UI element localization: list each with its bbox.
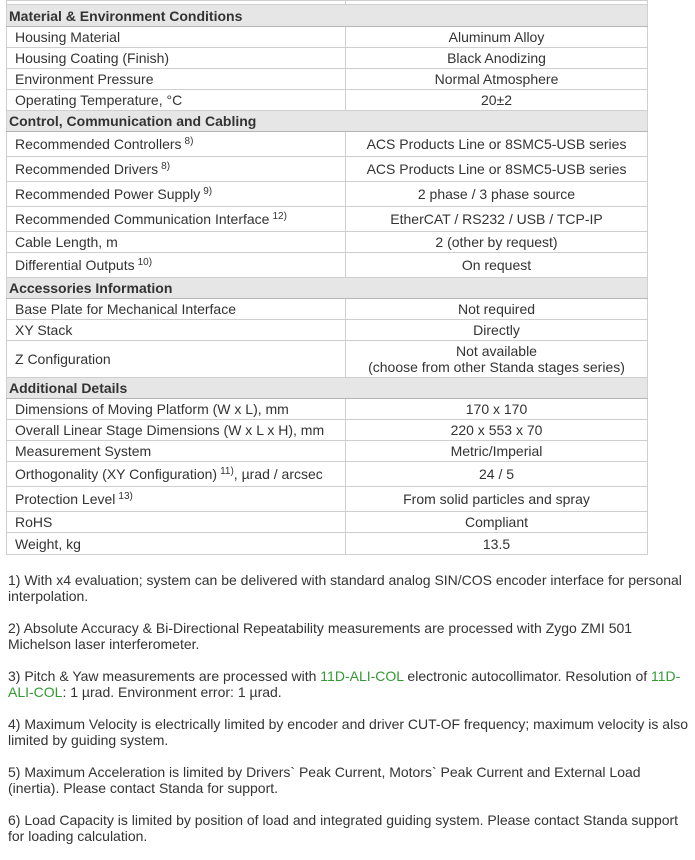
product-link-11d-ali-col[interactable]: 11D-ALI-COL: [8, 668, 681, 700]
footnote-ref: 11): [220, 466, 234, 477]
table-row: [7, 420, 648, 441]
row-value: 220 x 553 x 70: [346, 420, 648, 441]
row-label: Z Configuration: [7, 341, 346, 378]
row-label: Recommended Controllers $^{8)}$: [7, 132, 346, 157]
row-value: [346, 341, 648, 378]
section-header: [7, 5, 648, 27]
table-row: [7, 399, 648, 420]
table-row: [7, 157, 648, 182]
table-row: [7, 48, 648, 69]
row-label: Differential Outputs $^{10)}$: [7, 253, 346, 278]
row-label: Weight, kg: [7, 533, 346, 555]
row-value: Normal Atmosphere: [346, 69, 648, 90]
row-label: Overall Linear Stage Dimensions (W x L x H), mm: [7, 420, 346, 441]
product-link-11d-ali-col[interactable]: 11D-ALI-COL: [320, 668, 404, 684]
row-label: Recommended Drivers $^{8)}$: [7, 157, 346, 182]
row-label: Base Plate for Mechanical Interface: [7, 299, 346, 320]
section-title: Material & Environment Conditions: [7, 5, 648, 27]
row-label: Cable Length, m: [7, 232, 346, 253]
row-label: Environment Pressure: [7, 69, 346, 90]
section-title: Additional Details: [7, 378, 648, 399]
row-value: On request: [346, 253, 648, 278]
table-row: [7, 207, 648, 232]
table-row: [7, 533, 648, 555]
row-label: Recommended Communication Interface $^{12)}$: [7, 207, 346, 232]
footnote: 2) Absolute Accuracy & Bi-Directional Repeatability measurements are processed with Zygo ZMI 501 Michelson laser interferometer.: [8, 620, 633, 652]
table-row: [7, 253, 648, 278]
row-value: 24 / 5: [346, 462, 648, 487]
row-value: 170 x 170: [346, 399, 648, 420]
specifications-table: [6, 0, 648, 555]
table-row: [7, 299, 648, 320]
table-row: [7, 487, 648, 512]
row-label: Dimensions of Moving Platform (W x L), mm: [7, 399, 346, 420]
row-label: Operating Temperature, °C: [7, 90, 346, 111]
section-header: [7, 278, 648, 299]
table-row: [7, 90, 648, 111]
row-label: Protection Level $^{13)}$: [7, 487, 346, 512]
footnote-ref: 8): [184, 136, 194, 147]
row-value-line: Not available: [456, 343, 537, 359]
row-value: EtherCAT / RS232 / USB / TCP-IP: [346, 207, 648, 232]
table-row: [7, 512, 648, 533]
table-row: [7, 232, 648, 253]
row-value: From solid particles and spray: [346, 487, 648, 512]
table-row: [7, 341, 648, 378]
footnote: 4) Maximum Velocity is electrically limited by encoder and driver CUT-OF frequency; maximum velocity is also limited by guiding system.: [8, 716, 688, 748]
row-value: Black Anodizing: [346, 48, 648, 69]
row-value-line: (choose from other Standa stages series): [368, 359, 625, 375]
row-label: Housing Coating (Finish): [7, 48, 346, 69]
row-value: 2 (other by request): [346, 232, 648, 253]
row-value: ACS Products Line or 8SMC5-USB series: [346, 157, 648, 182]
row-value: 2 phase / 3 phase source: [346, 182, 648, 207]
row-value: 13.5: [346, 533, 648, 555]
row-label: Orthogonality (XY Configuration) $^{11)}$, µrad / arcsec: [7, 462, 346, 487]
footnote: 6) Load Capacity is limited by position of load and integrated guiding system. Please contact Standa support for loading calculation.: [8, 812, 679, 844]
footnote-ref: 12): [272, 211, 287, 222]
footnote-ref: 13): [118, 491, 133, 502]
footnote: 3) Pitch & Yaw measurements are processed with 11D-ALI-COL electronic autocollimator. Resolution of 11D-ALI-COL: 1 µrad. Environment error: 1 µrad.: [8, 668, 681, 700]
table-row: [7, 320, 648, 341]
row-label: XY Stack: [7, 320, 346, 341]
row-value: Directly: [346, 320, 648, 341]
table-row: [7, 441, 648, 462]
section-title: Control, Communication and Cabling: [7, 111, 648, 132]
table-row: [7, 27, 648, 48]
row-value: Metric/Imperial: [346, 441, 648, 462]
row-value: Not required: [346, 299, 648, 320]
table-row: [7, 462, 648, 487]
row-label: Recommended Power Supply $^{9)}$: [7, 182, 346, 207]
section-title: Accessories Information: [7, 278, 648, 299]
row-value: Aluminum Alloy: [346, 27, 648, 48]
section-header: [7, 378, 648, 399]
table-row: [7, 69, 648, 90]
row-label: Housing Material: [7, 27, 346, 48]
footnote: 1) With x4 evaluation; system can be delivered with standard analog SIN/COS encoder interface for personal interpolation.: [8, 572, 682, 604]
row-label: Measurement System: [7, 441, 346, 462]
table-row: [7, 182, 648, 207]
row-value: ACS Products Line or 8SMC5-USB series: [346, 132, 648, 157]
footnote-ref: 8): [161, 161, 171, 172]
row-value: 20±2: [346, 90, 648, 111]
table-row: [7, 132, 648, 157]
footnote: 5) Maximum Acceleration is limited by Drivers` Peak Current, Motors` Peak Current and External Load (inertia). Please contact Standa for support.: [8, 764, 641, 796]
row-label: RoHS: [7, 512, 346, 533]
footnote-ref: 10): [137, 257, 153, 268]
footnote-ref: 9): [203, 186, 213, 197]
row-value: Compliant: [346, 512, 648, 533]
section-header: [7, 111, 648, 132]
footnotes: [8, 572, 692, 860]
